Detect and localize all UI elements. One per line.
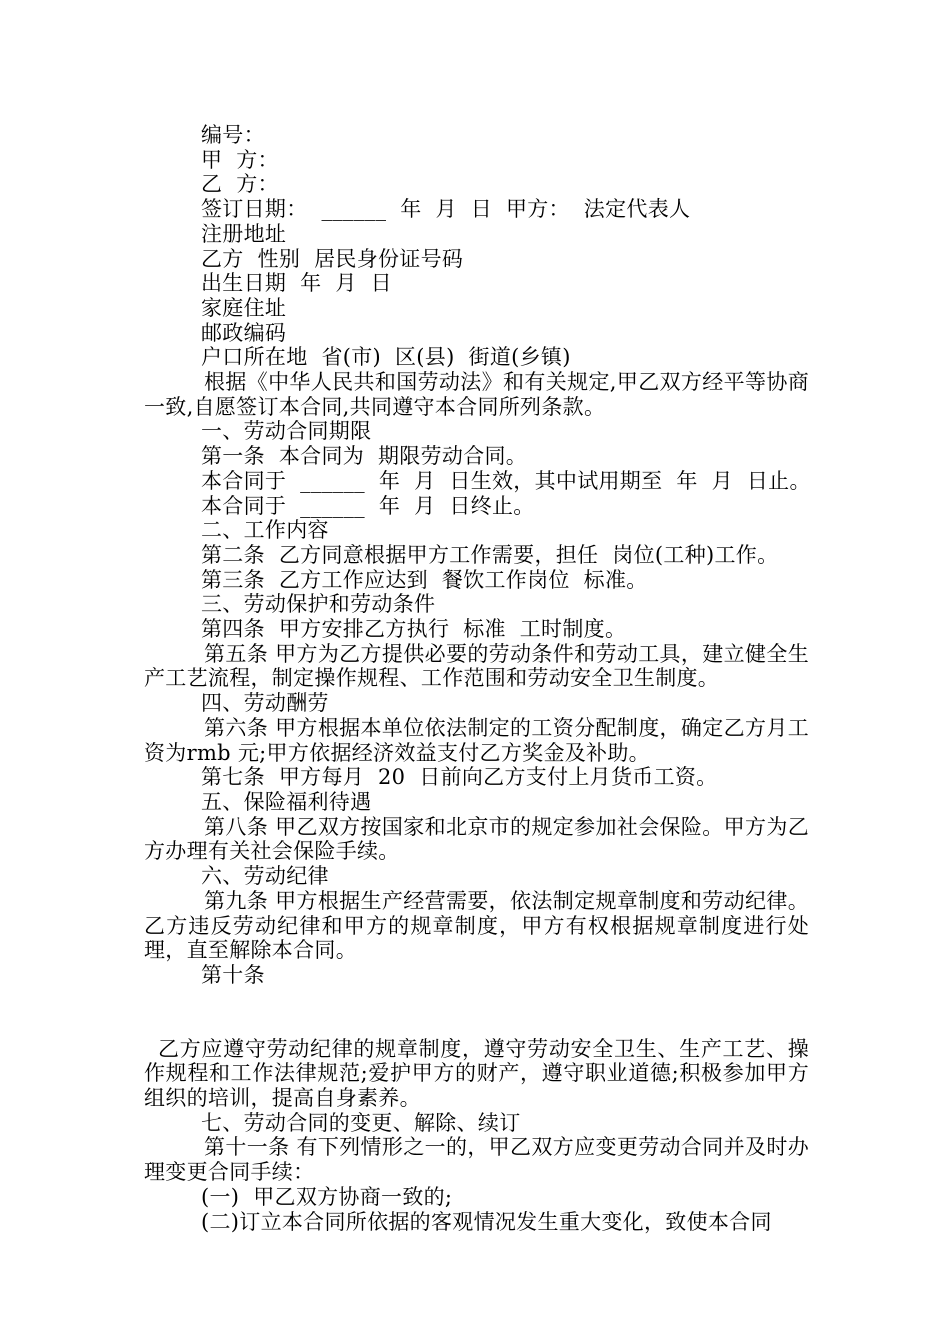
field-number: 编号：	[201, 123, 265, 147]
field-postal-code: 邮政编码	[201, 320, 287, 345]
article-8: 第八条 甲乙双方按国家和北京市的规定参加社会保险。甲方为乙方办理有关社会保险手续。	[144, 814, 809, 864]
blank-gap	[144, 988, 809, 1037]
article-7: 第七条 甲方每月 20 日前向乙方支付上月货币工资。	[201, 765, 718, 790]
article-6: 第六条 甲方根据本单位依法制定的工资分配制度，确定乙方月工资为rmb 元;甲方依据经济效益支付乙方奖金及补助。	[144, 715, 809, 765]
field-party-b: 乙 方：	[201, 172, 279, 197]
article-10-body: 乙方应遵守劳动纪律的规章制度，遵守劳动安全卫生、生产工艺、操作规程和工作法律规范;爱护甲方的财产，遵守职业道德;积极参加甲方组织的培训，提高自身素养。	[144, 1036, 809, 1111]
field-household-registration: 户口所在地 省(市) 区(县) 街道(乡镇)	[201, 345, 571, 370]
article-1-termination: 本合同于 ______ 年 月 日终止。	[201, 493, 535, 518]
article-10-heading: 第十条	[201, 962, 265, 987]
article-3: 第三条 乙方工作应达到 餐饮工作岗位 标准。	[201, 567, 648, 592]
section-2-heading: 二、工作内容	[201, 518, 329, 543]
section-6-heading: 六、劳动纪律	[201, 864, 329, 889]
section-7-heading: 七、劳动合同的变更、解除、续订	[201, 1110, 521, 1135]
article-11-item-1: (一) 甲乙双方协商一致的;	[201, 1184, 453, 1209]
intro-paragraph: 根据《中华人民共和国劳动法》和有关规定,甲乙双方经平等协商一致,自愿签订本合同,共同遵守本合同所列条款。	[144, 370, 809, 419]
article-1-effective: 本合同于 ______ 年 月 日生效，其中试用期至 年 月 日止。	[201, 468, 811, 493]
field-party-b-info: 乙方 性别 居民身份证号码	[201, 246, 464, 271]
field-birth-date: 出生日期 年 月 日	[201, 271, 392, 296]
field-party-a: 甲 方：	[201, 147, 279, 172]
field-sign-date: 签订日期： ______ 年 月 日 甲方： 法定代表人	[201, 197, 691, 222]
section-5-heading: 五、保险福利待遇	[201, 789, 372, 814]
field-registered-address: 注册地址	[201, 221, 287, 246]
section-4-heading: 四、劳动酬劳	[201, 691, 329, 716]
section-3-heading: 三、劳动保护和劳动条件	[201, 592, 436, 617]
article-1: 第一条 本合同为 期限劳动合同。	[201, 444, 528, 469]
field-home-address: 家庭住址	[201, 295, 287, 320]
article-4: 第四条 甲方安排乙方执行 标准 工时制度。	[201, 617, 627, 642]
article-11-item-2: (二)订立本合同所依据的客观情况发生重大变化，致使本合同	[201, 1209, 772, 1234]
article-9: 第九条 甲方根据生产经营需要，依法制定规章制度和劳动纪律。乙方违反劳动纪律和甲方的规章制度，甲方有权根据规章制度进行处理，直至解除本合同。	[144, 888, 809, 963]
article-11: 第十一条 有下列情形之一的，甲乙双方应变更劳动合同并及时办理变更合同手续：	[144, 1135, 809, 1185]
section-1-heading: 一、劳动合同期限	[201, 419, 372, 444]
article-5: 第五条 甲方为乙方提供必要的劳动条件和劳动工具，建立健全生产工艺流程，制定操作规程、工作范围和劳动安全卫生制度。	[144, 641, 809, 691]
contract-text	[144, 123, 809, 1234]
article-2: 第二条 乙方同意根据甲方工作需要，担任 岗位(工种)工作。	[201, 542, 779, 567]
